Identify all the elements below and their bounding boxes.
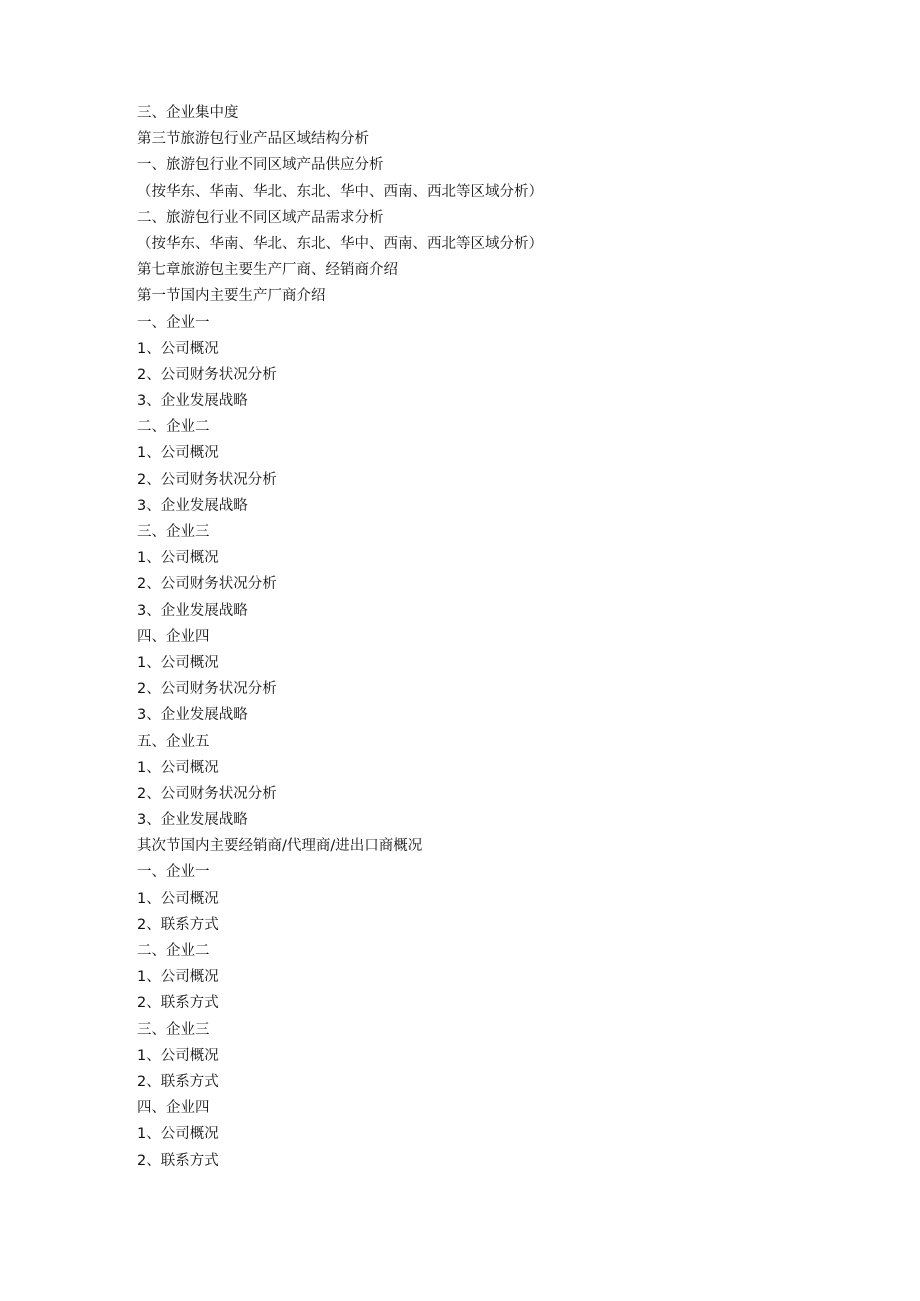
enterprise-heading: 三、企业三 bbox=[137, 524, 210, 540]
enterprise-heading: 一、企业一 bbox=[137, 314, 210, 331]
subsection-regional-demand: 二、旅游包行业不同区域产品需求分析 bbox=[137, 209, 384, 226]
enterprise-heading: 二、企业二 bbox=[137, 419, 210, 436]
list-item: 2、联系方式 bbox=[137, 916, 219, 933]
regional-note: （按华东、华南、华北、东北、华中、西南、西北等区域分析） bbox=[137, 183, 543, 200]
list-item: 1、公司概况 bbox=[137, 654, 219, 671]
list-item: 3、企业发展战略 bbox=[137, 497, 248, 514]
list-item: 3、企业发展战略 bbox=[137, 393, 248, 410]
section-title-regional-structure: 第三节旅游包行业产品区域结构分析 bbox=[137, 131, 369, 148]
list-item: 1、公司概况 bbox=[137, 1047, 219, 1064]
section-title-distributors: 其次节国内主要经销商/代理商/进出口商概况 bbox=[137, 838, 423, 855]
list-item: 1、公司概况 bbox=[137, 340, 219, 357]
enterprise-heading: 二、企业二 bbox=[137, 943, 210, 959]
list-item: 3、企业发展战略 bbox=[137, 707, 248, 724]
list-item: 2、联系方式 bbox=[137, 1152, 219, 1169]
list-item: 1、公司概况 bbox=[137, 969, 219, 986]
list-item: 1、公司概况 bbox=[137, 890, 219, 907]
enterprise-heading: 五、企业五 bbox=[137, 733, 210, 750]
enterprise-heading: 四、企业四 bbox=[137, 628, 210, 645]
list-item: 1、公司概况 bbox=[137, 759, 219, 776]
list-item: 2、公司财务状况分析 bbox=[137, 785, 277, 802]
list-item: 2、联系方式 bbox=[137, 1073, 219, 1090]
chapter-title-manufacturers: 第七章旅游包主要生产厂商、经销商介绍 bbox=[137, 262, 398, 279]
document-body bbox=[137, 100, 817, 1174]
regional-note: （按华东、华南、华北、东北、华中、西南、西北等区域分析） bbox=[137, 235, 543, 252]
list-item: 2、公司财务状况分析 bbox=[137, 576, 277, 593]
list-item: 1、公司概况 bbox=[137, 445, 219, 462]
section-heading-enterprise-concentration: 三、企业集中度 bbox=[137, 105, 239, 121]
list-item: 2、公司财务状况分析 bbox=[137, 366, 277, 383]
enterprise-heading: 四、企业四 bbox=[137, 1100, 210, 1117]
list-item: 2、公司财务状况分析 bbox=[137, 681, 277, 698]
list-item: 3、企业发展战略 bbox=[137, 602, 248, 619]
enterprise-heading: 三、企业三 bbox=[137, 1021, 210, 1038]
section-title-domestic-manufacturers: 第一节国内主要生产厂商介绍 bbox=[137, 288, 326, 305]
subsection-regional-supply: 一、旅游包行业不同区域产品供应分析 bbox=[137, 157, 384, 174]
enterprise-heading: 一、企业一 bbox=[137, 864, 210, 881]
list-item: 3、企业发展战略 bbox=[137, 812, 248, 829]
list-item: 2、联系方式 bbox=[137, 995, 219, 1012]
list-item: 1、公司概况 bbox=[137, 550, 219, 567]
list-item: 2、公司财务状况分析 bbox=[137, 471, 277, 488]
list-item: 1、公司概况 bbox=[137, 1126, 219, 1143]
